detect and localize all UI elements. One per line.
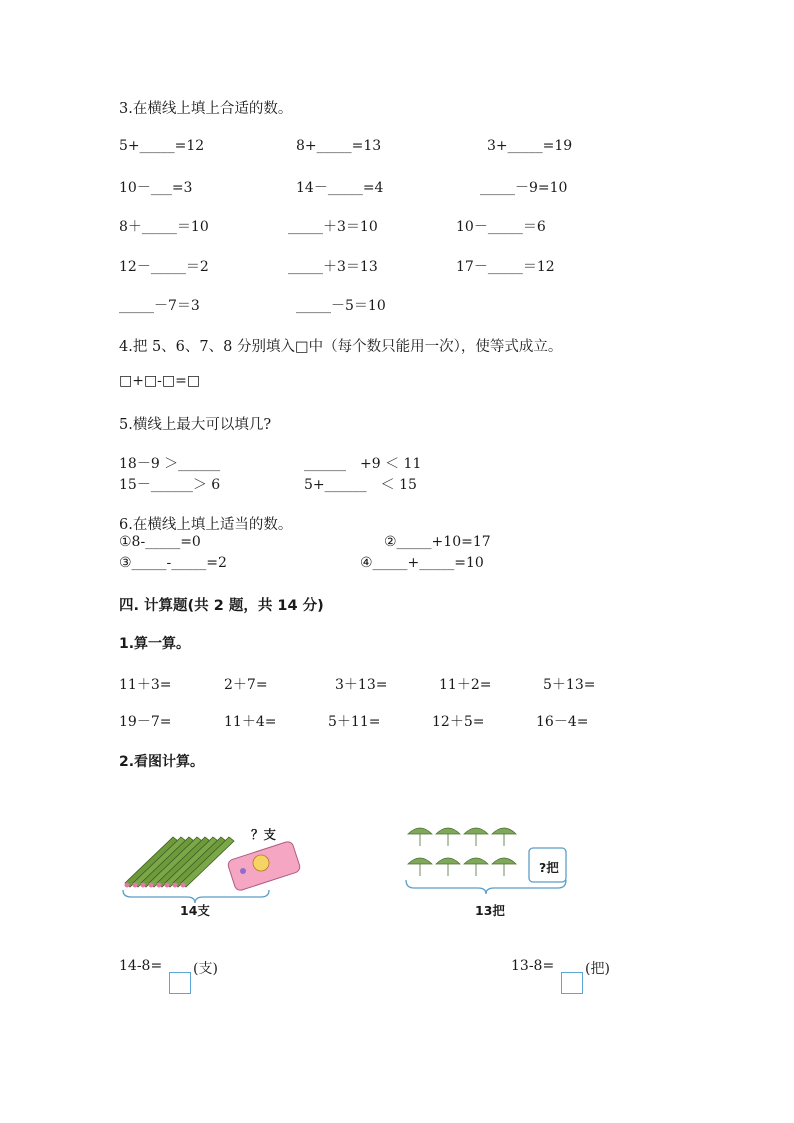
calc1-title: 1.算一算。	[119, 636, 191, 652]
q5-title: 5.横线上最大可以填几?	[119, 417, 272, 433]
q4-equation: □+□-□=□	[119, 373, 201, 389]
q3-item: 8+_____=13	[296, 138, 382, 154]
q5-item: 15－______＞ 6	[119, 477, 221, 493]
calc1-item: 11＋3=	[119, 677, 172, 693]
eq-right: 13-8=	[511, 958, 555, 974]
q3-item: 14－_____=4	[296, 180, 384, 196]
q4-title: 4.把 5、6、7、8 分别填入□中（每个数只能用一次），使等式成立。	[119, 339, 563, 355]
q3-item: 10－___=3	[119, 180, 193, 196]
answer-box-right[interactable]	[561, 972, 583, 994]
umbrellas-total: 13把	[475, 903, 505, 918]
q3-item: 10－_____＝6	[456, 219, 546, 235]
calc1-item: 11＋2=	[439, 677, 492, 693]
umbrellas-question: ?把	[539, 860, 559, 875]
q3-item: _____－5＝10	[296, 298, 386, 314]
q3-title: 3.在横线上填上合适的数。	[119, 101, 293, 117]
q3-item: _____－7＝3	[119, 298, 200, 314]
pencil-bundle	[125, 837, 235, 888]
calc1-item: 12＋5=	[432, 714, 485, 730]
q6-item: ③_____-_____=2	[119, 555, 227, 571]
q5-item: 18－9 ＞______	[119, 456, 221, 472]
q3-item: _____＋3＝13	[288, 259, 378, 275]
eq-left: 14-8=	[119, 958, 163, 974]
q3-item: 3+_____=19	[487, 138, 573, 154]
q6-item: ②_____+10=17	[384, 534, 491, 550]
calc1-item: 2＋7=	[224, 677, 268, 693]
q3-item: _____－9=10	[480, 180, 568, 196]
q6-title: 6.在横线上填上适当的数。	[119, 517, 293, 533]
q3-item: 17－_____＝12	[456, 259, 555, 275]
q3-item: 12－_____＝2	[119, 259, 209, 275]
calc1-item: 3＋13=	[335, 677, 388, 693]
calc1-item: 5＋11=	[328, 714, 381, 730]
unit-right: (把)	[585, 961, 610, 977]
unit-left: (支)	[193, 961, 218, 977]
pencils-total: 14支	[180, 903, 210, 918]
section4-title: 四. 计算题(共 2 题，共 14 分)	[119, 598, 324, 614]
calc2-title: 2.看图计算。	[119, 754, 205, 770]
calc1-item: 16－4=	[536, 714, 589, 730]
pencil-case	[227, 840, 302, 891]
answer-box-left[interactable]	[169, 972, 191, 994]
calc1-item: 5＋13=	[543, 677, 596, 693]
q3-item: 5+_____=12	[119, 138, 205, 154]
pencils-illustration	[115, 815, 315, 925]
calc1-item: 19－7=	[119, 714, 172, 730]
pencils-question: ？支	[251, 827, 277, 842]
q5-item: 5+______ ＜ 15	[304, 477, 417, 493]
q5-item: ______ +9 ＜ 11	[304, 456, 422, 472]
q6-item: ①8-_____=0	[119, 534, 201, 550]
q3-item: 8＋_____＝10	[119, 219, 209, 235]
calc1-item: 11＋4=	[224, 714, 277, 730]
q6-item: ④_____+_____=10	[360, 555, 484, 571]
q3-item: _____＋3＝10	[288, 219, 378, 235]
umbrella-grid	[408, 828, 516, 876]
